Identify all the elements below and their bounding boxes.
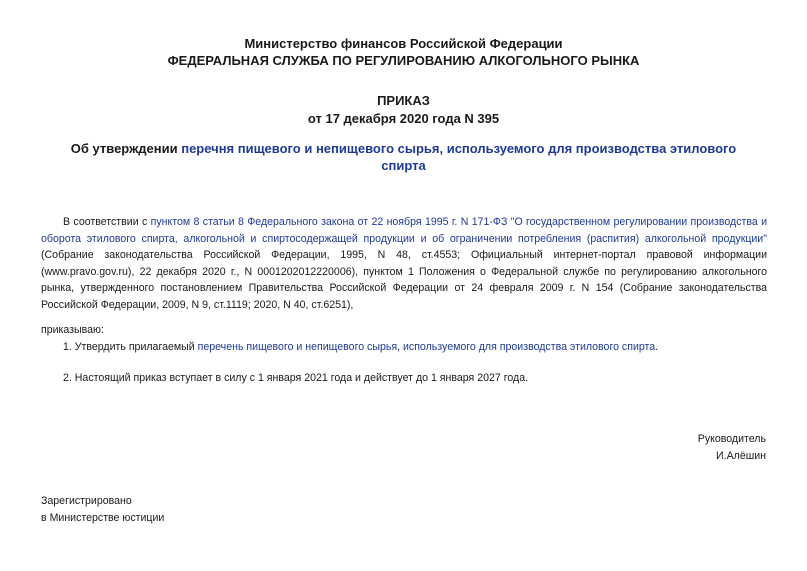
item1-suffix: . (655, 341, 659, 353)
title-link[interactable]: перечня пищевого и непищевого сырья, используемого для производства этилового спирта (181, 141, 737, 173)
preamble-paragraph (41, 214, 767, 314)
ministry-heading: Министерство финансов Российской Федерации (244, 36, 563, 51)
item1-prefix: 1. Утвердить прилагаемый (63, 341, 198, 353)
service-heading: ФЕДЕРАЛЬНАЯ СЛУЖБА ПО РЕГУЛИРОВАНИЮ АЛКОГОЛЬНОГО РЫНКА (167, 53, 640, 68)
law-link[interactable]: пунктом 8 статьи 8 Федерального закона от 22 ноября 1995 г. N 171-ФЗ "О государственном регулировании производства и оборота этилового спирта, алкогольной и спиртосодержащей продукции и об ограничении потребления (распития) алкогольной продукции" (41, 216, 767, 245)
preamble-text-2: (Собрание законодательства Российской Федерации, 1995, N 48, ст.4553; Официальный интернет-портал правовой информации (www.pravo.gov.ru), 22 декабря 2020 г., N 0001202012220006), пунктом 1 Положения о Федеральной службе по регулированию алкогольного рынка, утвержденного постановлением Правительства Российской Федерации от 24 февраля 2009 г. N 154 (Собрание законодательства Российской Федерации, 2009, N 9, ст.1119; 2020, N 40, ст.6251), (41, 249, 767, 311)
order-item-1 (63, 340, 658, 354)
document-title (60, 140, 747, 174)
registration-line-1: Зарегистрировано (41, 495, 132, 507)
order-word: приказываю: (41, 324, 104, 336)
doc-date-heading: от 17 декабря 2020 года N 395 (307, 111, 500, 126)
registration-line-2: в Министерстве юстиции (41, 512, 165, 524)
preamble-text-1: В соответствии с (63, 216, 151, 228)
item1-link[interactable]: перечень пищевого и непищевого сырья, используемого для производства этилового спирта (197, 341, 656, 353)
signature-name: И.Алёшин (716, 450, 766, 462)
doc-type-heading: ПРИКАЗ (377, 93, 430, 108)
signature-position: Руководитель (697, 433, 766, 445)
title-prefix: Об утверждении (70, 141, 182, 156)
order-item-2: 2. Настоящий приказ вступает в силу с 1 января 2021 года и действует до 1 января 2027 года. (63, 372, 529, 384)
